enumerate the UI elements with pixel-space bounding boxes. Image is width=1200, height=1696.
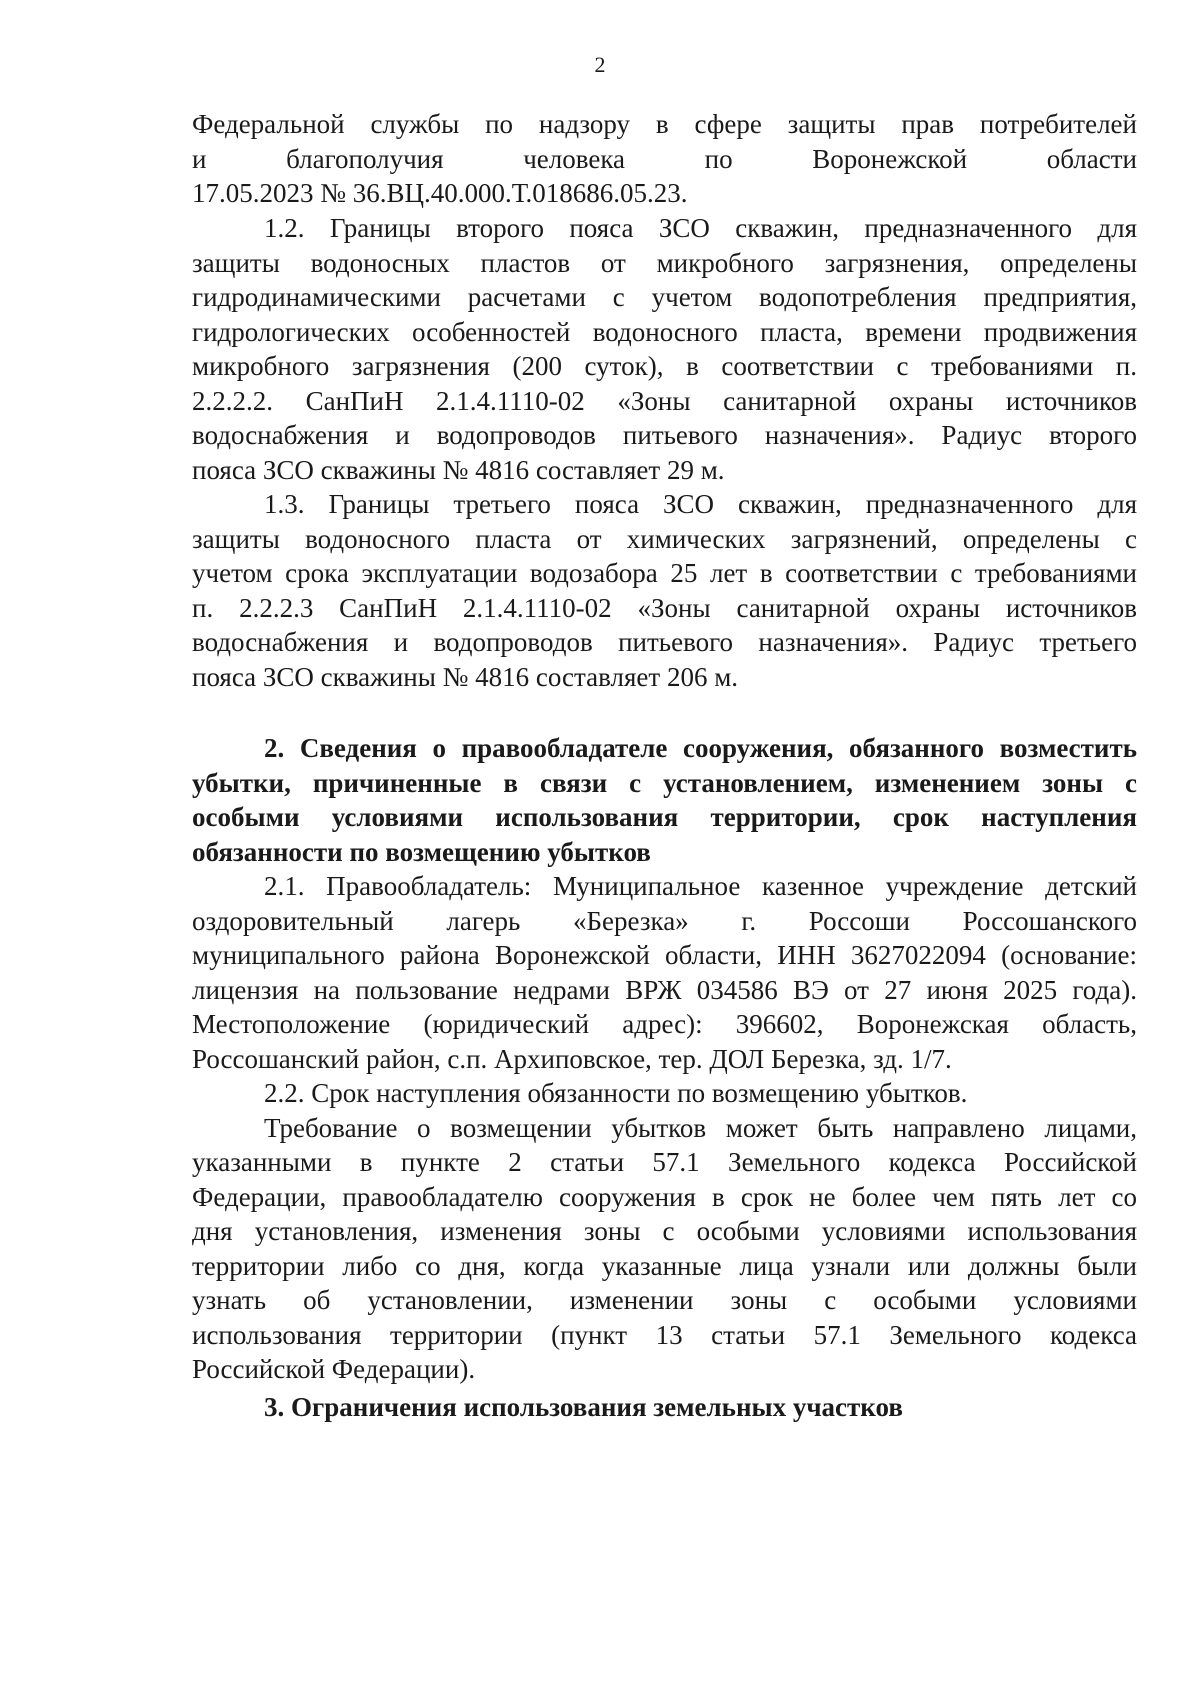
text-line: Российской Федерации).	[192, 1354, 476, 1384]
text-line: водоснабжения и водопроводов питьевого назначения». Радиус второго	[192, 420, 1137, 450]
text-line: использования территории (пункт 13 статьи 57.1 Земельного кодекса	[192, 1320, 1137, 1350]
paragraph-1-2-line: 1.2. Границы второго пояса ЗСО скважин, предназначенного для	[264, 213, 1137, 243]
text-line: микробного загрязнения (200 суток), в соответствии с требованиями п.	[192, 351, 1137, 381]
section-2-heading: обязанности по возмещению убытков	[192, 837, 651, 867]
text-line: лицензия на пользование недрами ВРЖ 034586 ВЭ от 27 июня 2025 года).	[192, 975, 1137, 1005]
paragraph-1-3-line: 1.3. Границы третьего пояса ЗСО скважин, предназначенного для	[264, 489, 1137, 519]
text-line: территории либо со дня, когда указанные лица узнали или должны были	[192, 1251, 1137, 1281]
section-3-heading: 3. Ограничения использования земельных участков	[264, 1392, 903, 1422]
text-line: муниципального района Воронежской области, ИНН 3627022094 (основание:	[192, 940, 1137, 970]
text-line: учетом срока эксплуатации водозабора 25 лет в соответствии с требованиями	[192, 558, 1137, 588]
text-line: гидродинамическими расчетами с учетом водопотребления предприятия,	[192, 282, 1137, 312]
text-line: 2.2.2.2. СанПиН 2.1.4.1110-02 «Зоны санитарной охраны источников	[192, 386, 1137, 416]
text-line: гидрологических особенностей водоносного пласта, времени продвижения	[192, 317, 1137, 347]
text-line: указанными в пункте 2 статьи 57.1 Земельного кодекса Российской	[192, 1147, 1137, 1177]
text-line: водоснабжения и водопроводов питьевого назначения». Радиус третьего	[192, 627, 1137, 657]
text-line: пояса ЗСО скважины № 4816 составляет 29 м.	[192, 455, 725, 485]
text-line: Местоположение (юридический адрес): 396602, Воронежская область,	[192, 1009, 1137, 1039]
text-line: 17.05.2023 № 36.ВЦ.40.000.Т.018686.05.23.	[192, 178, 688, 208]
text-line: Федеральной службы по надзору в сфере защиты прав потребителей	[192, 109, 1137, 139]
text-line: пояса ЗСО скважины № 4816 составляет 206 м.	[192, 662, 739, 692]
text-line: узнать об установлении, изменении зоны с особыми условиями	[192, 1285, 1137, 1315]
text-line: оздоровительный лагерь «Березка» г. Россоши Россошанского	[192, 906, 1137, 936]
paragraph-2-1-line: 2.1. Правообладатель: Муниципальное казенное учреждение детский	[264, 871, 1137, 901]
paragraph-2-2-line: 2.2. Срок наступления обязанности по возмещению убытков.	[264, 1078, 968, 1108]
requirement-paragraph-line: Требование о возмещении убытков может быть направлено лицами,	[264, 1113, 1137, 1143]
text-line: и благополучия человека по Воронежской области	[192, 144, 1137, 174]
text-line: дня установления, изменения зоны с особыми условиями использования	[192, 1216, 1137, 1246]
page-number: 2	[594, 52, 606, 77]
section-2-heading: особыми условиями использования территории, срок наступления	[192, 802, 1137, 832]
text-line: Федерации, правообладателю сооружения в срок не более чем пять лет со	[192, 1182, 1137, 1212]
text-line: защиты водоносных пластов от микробного загрязнения, определены	[192, 248, 1137, 278]
section-2-heading: 2. Сведения о правообладателе сооружения, обязанного возместить	[264, 733, 1137, 763]
text-line: п. 2.2.2.3 СанПиН 2.1.4.1110-02 «Зоны санитарной охраны источников	[192, 593, 1137, 623]
text-line: Россошанский район, с.п. Архиповское, тер. ДОЛ Березка, зд. 1/7.	[192, 1044, 952, 1074]
text-line: защиты водоносного пласта от химических загрязнений, определены с	[192, 524, 1137, 554]
section-2-heading: убытки, причиненные в связи с установлением, изменением зоны с	[192, 768, 1137, 798]
